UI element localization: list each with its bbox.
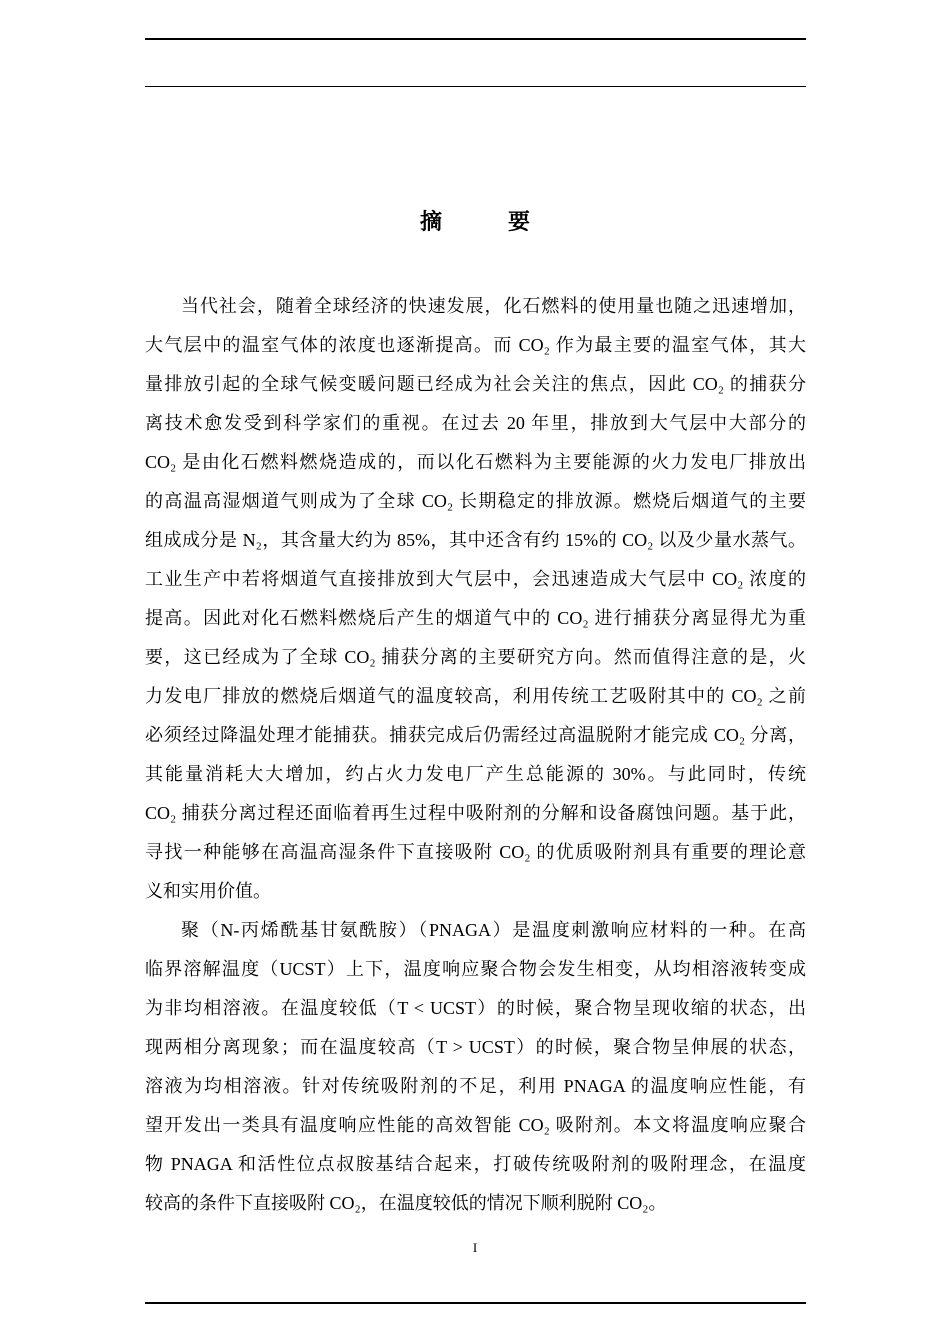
page-title: 摘 要 bbox=[419, 209, 552, 234]
text-line: 望开发出一类具有温度响应性能的高效智能 CO₂ 吸附剂。本文将温度响应聚合 bbox=[145, 1115, 806, 1135]
text-line: 离技术愈发受到科学家们的重视。在过去 20 年里，排放到大气层中大部分的 bbox=[145, 413, 806, 433]
page-number: I bbox=[472, 1240, 478, 1255]
abstract-body bbox=[145, 287, 806, 1223]
text-line: 要，这已经成为了全球 CO₂ 捕获分离的主要研究方向。然而值得注意的是，火 bbox=[145, 647, 806, 667]
text-line: 的高温高湿烟道气则成为了全球 CO₂ 长期稳定的排放源。燃烧后烟道气的主要 bbox=[145, 491, 806, 511]
text-line: 大气层中的温室气体的浓度也逐渐提高。而 CO₂ 作为最主要的温室气体，其大 bbox=[145, 335, 806, 355]
text-line: 物 PNAGA 和活性位点叔胺基结合起来，打破传统吸附剂的吸附理念，在温度 bbox=[145, 1154, 806, 1174]
text-line: 临界溶解温度（UCST）上下，温度响应聚合物会发生相变，从均相溶液转变成 bbox=[145, 959, 806, 979]
text-line: 义和实用价值。 bbox=[145, 881, 271, 901]
footer-rule bbox=[145, 1302, 806, 1304]
text-line: 聚（N-丙烯酰基甘氨酰胺）（PNAGA）是温度刺激响应材料的一种。在高 bbox=[181, 920, 806, 940]
text-line: CO₂ 捕获分离过程还面临着再生过程中吸附剂的分解和设备腐蚀问题。基于此， bbox=[145, 803, 806, 823]
paragraph-1 bbox=[145, 287, 806, 911]
text-line: 必须经过降温处理才能捕获。捕获完成后仍需经过高温脱附才能完成 CO₂ 分离， bbox=[145, 725, 806, 745]
text-line: 溶液为均相溶液。针对传统吸附剂的不足，利用 PNAGA 的温度响应性能，有 bbox=[145, 1076, 806, 1096]
header-rule-top bbox=[145, 38, 806, 40]
text-line: 较高的条件下直接吸附 CO₂，在温度较低的情况下顺利脱附 CO₂。 bbox=[145, 1193, 667, 1213]
text-line: 现两相分离现象；而在温度较高（T > UCST）的时候，聚合物呈伸展的状态， bbox=[145, 1037, 806, 1057]
text-line: 为非均相溶液。在温度较低（T < UCST）的时候，聚合物呈现收缩的状态，出 bbox=[145, 998, 806, 1018]
text-line: 其能量消耗大大增加，约占火力发电厂产生总能源的 30%。与此同时，传统 bbox=[145, 764, 806, 784]
text-line: 量排放引起的全球气候变暖问题已经成为社会关注的焦点，因此 CO₂ 的捕获分 bbox=[145, 374, 806, 394]
text-line: 提高。因此对化石燃料燃烧后产生的烟道气中的 CO₂ 进行捕获分离显得尤为重 bbox=[145, 608, 806, 628]
text-line: 寻找一种能够在高温高湿条件下直接吸附 CO₂ 的优质吸附剂具有重要的理论意 bbox=[145, 842, 806, 862]
text-line: 力发电厂排放的燃烧后烟道气的温度较高，利用传统工艺吸附其中的 CO₂ 之前 bbox=[145, 686, 806, 706]
text-line: 工业生产中若将烟道气直接排放到大气层中，会迅速造成大气层中 CO₂ 浓度的 bbox=[145, 569, 806, 589]
header-rule-bottom bbox=[145, 86, 806, 87]
text-line: 组成成分是 N₂，其含量大约为 85%，其中还含有约 15%的 CO₂ 以及少量水蒸气。 bbox=[145, 530, 806, 550]
text-line: CO₂ 是由化石燃料燃烧造成的，而以化石燃料为主要能源的火力发电厂排放出 bbox=[145, 452, 806, 472]
paragraph-2 bbox=[145, 911, 806, 1223]
text-line: 当代社会，随着全球经济的快速发展，化石燃料的使用量也随之迅速增加， bbox=[181, 296, 806, 316]
